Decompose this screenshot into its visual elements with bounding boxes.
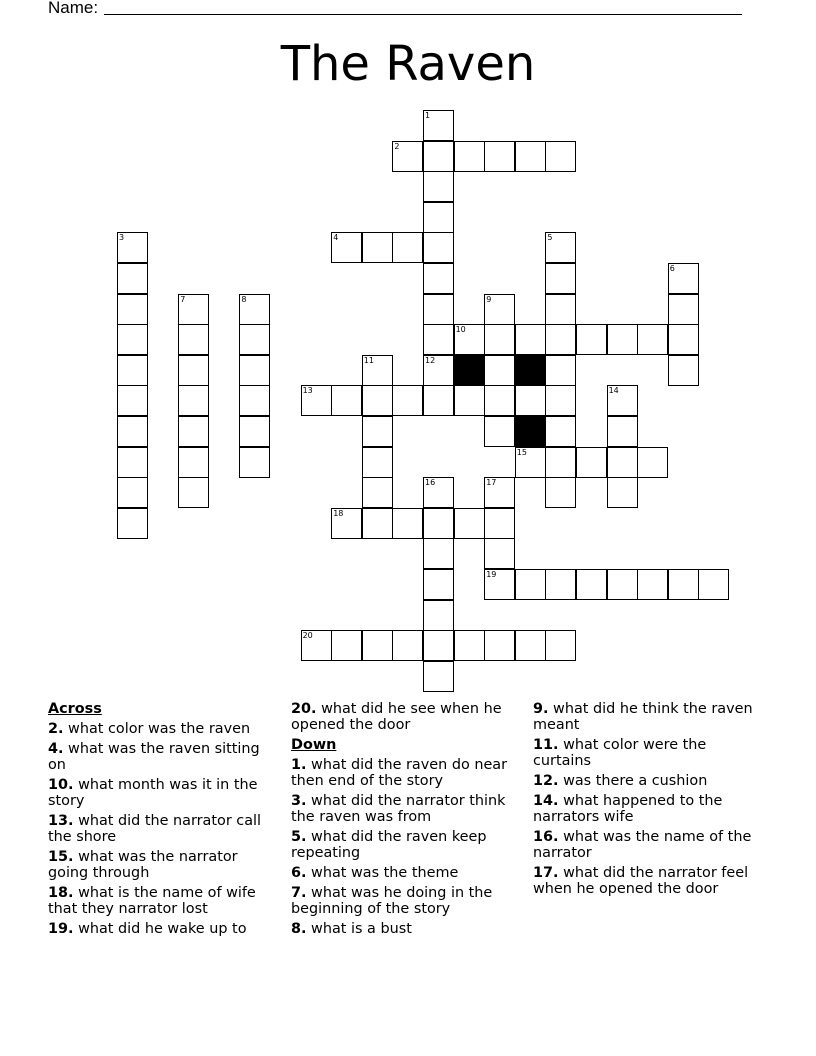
grid-cell[interactable] <box>698 569 729 600</box>
clue-number: 1 <box>425 111 431 120</box>
grid-cell[interactable] <box>484 385 515 416</box>
clue-item-text: what was the name of the narrator <box>533 829 752 861</box>
clue-item-text: what did he see when he opened the door <box>291 701 502 733</box>
clue-number: 5 <box>547 233 553 243</box>
clue-item <box>291 701 521 733</box>
grid-cell[interactable] <box>484 630 515 661</box>
grid-cell[interactable] <box>545 263 576 294</box>
clue-number: 14 <box>608 386 619 396</box>
clue-item <box>533 793 763 825</box>
grid-cell[interactable] <box>668 324 699 355</box>
grid-cell[interactable] <box>178 385 209 416</box>
grid-cell[interactable] <box>423 171 454 202</box>
grid-cell[interactable] <box>362 447 393 478</box>
grid-cell[interactable] <box>668 294 699 325</box>
clue-item <box>48 849 278 881</box>
grid-cell[interactable] <box>607 324 638 355</box>
grid-cell[interactable] <box>545 141 576 172</box>
clue-number: 17 <box>486 478 497 488</box>
grid-cell[interactable] <box>117 294 148 325</box>
clues-column-1 <box>48 701 278 941</box>
grid-cell[interactable] <box>362 385 393 416</box>
clue-item-text: what did the raven keep repeating <box>291 829 487 861</box>
grid-cell[interactable] <box>637 324 668 355</box>
grid-cell[interactable] <box>515 385 546 416</box>
clue-item-number: 14. <box>533 793 559 809</box>
clue-item-text: what is a bust <box>306 921 412 937</box>
grid-cell[interactable] <box>484 324 515 355</box>
grid-cell[interactable] <box>392 508 423 539</box>
grid-cell[interactable] <box>607 416 638 447</box>
clue-item-text: what happened to the narrators wife <box>533 793 723 825</box>
grid-cell[interactable] <box>454 141 485 172</box>
grid-cell[interactable] <box>331 385 362 416</box>
grid-cell[interactable] <box>484 141 515 172</box>
clue-item-text: what did the narrator think the raven was from <box>291 793 506 825</box>
clue-item-number: 8. <box>291 921 307 937</box>
grid-cell[interactable] <box>392 385 423 416</box>
grid-cell[interactable] <box>117 508 148 539</box>
grid-cell[interactable] <box>117 355 148 386</box>
clue-number: 4 <box>333 233 339 243</box>
grid-cell[interactable] <box>423 630 454 661</box>
clue-item-text: what was the theme <box>306 865 459 881</box>
clue-number: 6 <box>669 264 675 273</box>
clue-item-text: what was the narrator going through <box>48 849 238 881</box>
grid-cell[interactable] <box>392 630 423 661</box>
clue-item-number: 1. <box>291 757 307 773</box>
clue-item-text: what color were the curtains <box>533 737 707 769</box>
name-label: Name: <box>48 0 99 17</box>
clues-column-2 <box>291 701 521 941</box>
grid-cell[interactable] <box>545 355 576 386</box>
grid-cell[interactable] <box>239 416 270 447</box>
grid-cell[interactable] <box>576 324 607 355</box>
grid-cell[interactable] <box>576 569 607 600</box>
clue-item-text: what did the raven do near then end of the story <box>291 757 508 789</box>
clue-item-number: 17. <box>533 865 559 881</box>
grid-cell[interactable] <box>545 630 576 661</box>
clue-item <box>291 829 521 861</box>
grid-cell[interactable] <box>117 324 148 355</box>
grid-cell[interactable] <box>362 508 393 539</box>
clue-item-number: 6. <box>291 865 307 881</box>
grid-cell[interactable] <box>484 538 515 569</box>
clue-item <box>48 813 278 845</box>
grid-cell[interactable] <box>362 477 393 508</box>
clue-item <box>291 757 521 789</box>
clue-heading: Across <box>48 701 102 717</box>
clue-item-number: 19. <box>48 921 74 937</box>
clue-item-number: 10. <box>48 777 74 793</box>
grid-cell[interactable] <box>423 661 454 692</box>
clue-number: 2 <box>394 141 400 151</box>
clue-item-number: 20. <box>291 701 317 717</box>
clue-number: 16 <box>425 478 436 488</box>
clue-item-text: what color was the raven <box>63 721 251 737</box>
grid-cell[interactable] <box>484 416 515 447</box>
clue-item <box>291 865 521 881</box>
clue-number: 8 <box>241 294 247 304</box>
clue-item-text: what did the narrator call the shore <box>48 813 262 845</box>
grid-cell[interactable] <box>515 324 546 355</box>
clue-item-number: 11. <box>533 737 559 753</box>
clue-item <box>533 773 763 789</box>
clue-item <box>291 921 521 937</box>
grid-cell[interactable] <box>239 355 270 386</box>
grid-cell[interactable] <box>239 447 270 478</box>
clue-item-number: 13. <box>48 813 74 829</box>
clue-number: 20 <box>302 631 313 641</box>
clue-item-text: was there a cushion <box>558 773 708 789</box>
clue-number: 18 <box>333 508 344 518</box>
grid-cell[interactable] <box>423 232 454 263</box>
clue-item <box>291 885 521 917</box>
grid-cell[interactable] <box>178 447 209 478</box>
clues-column-3 <box>533 701 763 901</box>
clue-number: 3 <box>119 233 125 243</box>
grid-cell[interactable] <box>545 385 576 416</box>
grid-cell[interactable] <box>607 477 638 508</box>
grid-cell[interactable] <box>545 447 576 478</box>
grid-cell[interactable] <box>239 385 270 416</box>
clue-item-number: 7. <box>291 885 307 901</box>
clue-item-text: what did he think the raven meant <box>533 701 753 733</box>
grid-cell[interactable] <box>178 477 209 508</box>
clue-number: 9 <box>486 294 492 304</box>
grid-cell[interactable] <box>454 630 485 661</box>
grid-cell[interactable] <box>117 416 148 447</box>
clue-item <box>48 721 278 737</box>
grid-cell[interactable] <box>392 232 423 263</box>
grid-cell[interactable] <box>515 569 546 600</box>
grid-cell[interactable] <box>117 447 148 478</box>
grid-cell[interactable] <box>423 508 454 539</box>
clue-item <box>533 865 763 897</box>
clue-item <box>48 885 278 917</box>
grid-cell[interactable] <box>117 385 148 416</box>
clue-item-number: 4. <box>48 741 64 757</box>
grid-cell[interactable] <box>545 477 576 508</box>
grid-cell[interactable] <box>607 447 638 478</box>
clue-item-text: what was the raven sitting on <box>48 741 260 773</box>
grid-cell[interactable] <box>668 569 699 600</box>
clue-number: 12 <box>425 355 436 365</box>
grid-cell[interactable] <box>239 324 270 355</box>
grid-cell[interactable] <box>423 569 454 600</box>
grid-cell-black <box>454 355 485 386</box>
clue-item-number: 2. <box>48 721 64 737</box>
grid-cell[interactable] <box>423 141 454 172</box>
clue-item <box>291 793 521 825</box>
clue-item <box>533 737 763 769</box>
grid-cell[interactable] <box>423 538 454 569</box>
grid-cell[interactable] <box>515 141 546 172</box>
grid-cell[interactable] <box>484 508 515 539</box>
grid-cell[interactable] <box>423 202 454 233</box>
clue-number: 11 <box>363 355 374 365</box>
puzzle-title: The Raven <box>280 36 536 92</box>
clue-item <box>48 921 278 937</box>
clue-number: 7 <box>180 294 186 304</box>
grid-cell[interactable] <box>178 416 209 447</box>
grid-cell[interactable] <box>178 355 209 386</box>
grid-cell[interactable] <box>423 600 454 631</box>
grid-cell-black <box>515 416 546 447</box>
grid-cell[interactable] <box>637 569 668 600</box>
grid-cell[interactable] <box>576 447 607 478</box>
grid-cell-black <box>515 355 546 386</box>
grid-cell[interactable] <box>637 447 668 478</box>
clue-item <box>533 701 763 733</box>
clue-item-number: 3. <box>291 793 307 809</box>
clue-number: 13 <box>302 386 313 396</box>
clue-item-text: what was he doing in the beginning of the story <box>291 885 493 917</box>
clue-item-number: 15. <box>48 849 74 865</box>
clue-number: 10 <box>455 325 466 335</box>
clue-number: 15 <box>516 447 527 457</box>
grid-cell[interactable] <box>484 355 515 386</box>
grid-cell[interactable] <box>515 630 546 661</box>
clue-item-text: what is the name of wife that they narrator lost <box>48 885 256 917</box>
clue-item <box>533 829 763 861</box>
clue-item-number: 18. <box>48 885 74 901</box>
grid-cell[interactable] <box>454 508 485 539</box>
grid-cell[interactable] <box>668 355 699 386</box>
grid-cell[interactable] <box>545 324 576 355</box>
grid-cell[interactable] <box>454 385 485 416</box>
clue-item-number: 9. <box>533 701 549 717</box>
clue-item-number: 12. <box>533 773 559 789</box>
grid-cell[interactable] <box>545 569 576 600</box>
clue-item-text: what month was it in the story <box>48 777 258 809</box>
grid-cell[interactable] <box>607 569 638 600</box>
grid-cell[interactable] <box>545 416 576 447</box>
grid-cell[interactable] <box>178 324 209 355</box>
grid-cell[interactable] <box>117 263 148 294</box>
grid-cell[interactable] <box>423 294 454 325</box>
grid-cell[interactable] <box>423 263 454 294</box>
clue-item-text: what did the narrator feel when he opened the door <box>533 865 749 897</box>
grid-cell[interactable] <box>362 416 393 447</box>
grid-cell[interactable] <box>117 477 148 508</box>
clue-heading: Down <box>291 737 337 753</box>
clue-item-number: 16. <box>533 829 559 845</box>
clue-item-text: what did he wake up to <box>73 921 247 937</box>
clue-number: 19 <box>486 570 497 579</box>
grid-cell[interactable] <box>362 630 393 661</box>
clue-item <box>48 777 278 809</box>
clue-item <box>48 741 278 773</box>
grid-cell[interactable] <box>362 232 393 263</box>
grid-cell[interactable] <box>423 385 454 416</box>
grid-cell[interactable] <box>545 294 576 325</box>
clue-item-number: 5. <box>291 829 307 845</box>
grid-cell[interactable] <box>423 324 454 355</box>
grid-cell[interactable] <box>331 630 362 661</box>
